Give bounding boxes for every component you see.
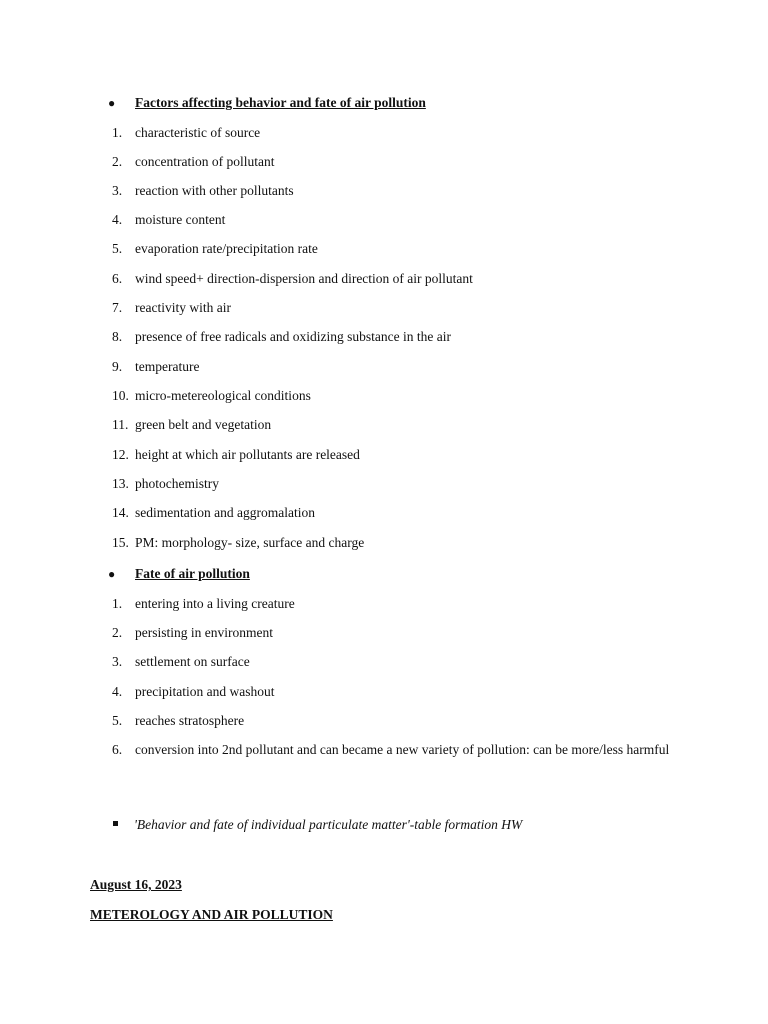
list-text: conversion into 2nd pollutant and can became a new variety of pollution: can be more/less harmful xyxy=(135,742,670,757)
list-item xyxy=(112,212,676,228)
note-text: 'Behavior and fate of individual particulate matter'-table formation HW xyxy=(134,817,523,832)
list-number: 5. xyxy=(112,713,123,728)
list-number: 7. xyxy=(112,300,123,315)
section-heading-fate xyxy=(108,566,250,582)
homework-note xyxy=(113,817,522,833)
list-number: 2. xyxy=(112,625,123,640)
list-text: photochemistry xyxy=(135,476,219,491)
list-text: characteristic of source xyxy=(135,125,261,140)
list-text: sedimentation and aggromalation xyxy=(135,505,315,520)
list-text: micro-metereological conditions xyxy=(135,388,311,403)
list-text: entering into a living creature xyxy=(135,596,295,611)
list-number: 10. xyxy=(112,388,129,403)
list-number: 12. xyxy=(112,447,129,462)
list-item xyxy=(112,329,676,345)
list-number: 4. xyxy=(112,684,123,699)
list-item xyxy=(112,654,676,670)
list-text: presence of free radicals and oxidizing substance in the air xyxy=(135,329,451,344)
list-item xyxy=(112,447,676,463)
list-item xyxy=(112,388,676,404)
list-text: evaporation rate/precipitation rate xyxy=(135,241,318,256)
list-item xyxy=(112,241,676,257)
list-item xyxy=(112,183,676,199)
section-heading-text: Factors affecting behavior and fate of air pollution xyxy=(135,95,426,110)
list-item xyxy=(112,125,676,141)
list-text: reaches stratosphere xyxy=(135,713,245,728)
list-number: 8. xyxy=(112,329,123,344)
list-item xyxy=(112,300,676,316)
list-item xyxy=(112,476,676,492)
list-number: 4. xyxy=(112,212,123,227)
list-text: PM: morphology- size, surface and charge xyxy=(135,535,365,550)
page-title: METEROLOGY AND AIR POLLUTION xyxy=(90,907,333,922)
list-number: 13. xyxy=(112,476,129,491)
section-heading-factors xyxy=(108,95,426,111)
list-item xyxy=(112,417,676,433)
list-text: settlement on surface xyxy=(135,654,250,669)
list-item xyxy=(112,625,676,641)
list-number: 14. xyxy=(112,505,129,520)
list-number: 9. xyxy=(112,359,123,374)
list-number: 3. xyxy=(112,654,123,669)
list-text: wind speed+ direction-dispersion and direction of air pollutant xyxy=(135,271,473,286)
list-item xyxy=(112,684,676,700)
list-text: persisting in environment xyxy=(135,625,273,640)
list-item xyxy=(112,359,676,375)
list-text: moisture content xyxy=(135,212,226,227)
bullet-icon: ● xyxy=(108,96,116,110)
list-number: 15. xyxy=(112,535,129,550)
list-text: green belt and vegetation xyxy=(135,417,272,432)
list-item xyxy=(112,154,676,170)
list-text: height at which air pollutants are released xyxy=(135,447,360,462)
list-item xyxy=(112,713,676,729)
section-heading-text: Fate of air pollution xyxy=(135,566,250,581)
list-number: 3. xyxy=(112,183,123,198)
list-item xyxy=(112,742,676,758)
list-text: reaction with other pollutants xyxy=(135,183,294,198)
list-number: 6. xyxy=(112,742,123,757)
list-item xyxy=(112,505,676,521)
list-item xyxy=(112,271,676,287)
bullet-icon: ● xyxy=(108,567,116,581)
list-text: reactivity with air xyxy=(135,300,231,315)
list-text: temperature xyxy=(135,359,200,374)
list-text: precipitation and washout xyxy=(135,684,275,699)
list-number: 1. xyxy=(112,596,123,611)
list-number: 11. xyxy=(112,417,129,432)
list-number: 1. xyxy=(112,125,123,140)
list-item xyxy=(112,535,676,551)
list-text: concentration of pollutant xyxy=(135,154,275,169)
list-number: 2. xyxy=(112,154,123,169)
date-heading: August 16, 2023 xyxy=(90,877,182,892)
list-number: 5. xyxy=(112,241,123,256)
square-bullet-icon xyxy=(113,821,118,826)
list-item xyxy=(112,596,676,612)
list-number: 6. xyxy=(112,271,123,286)
